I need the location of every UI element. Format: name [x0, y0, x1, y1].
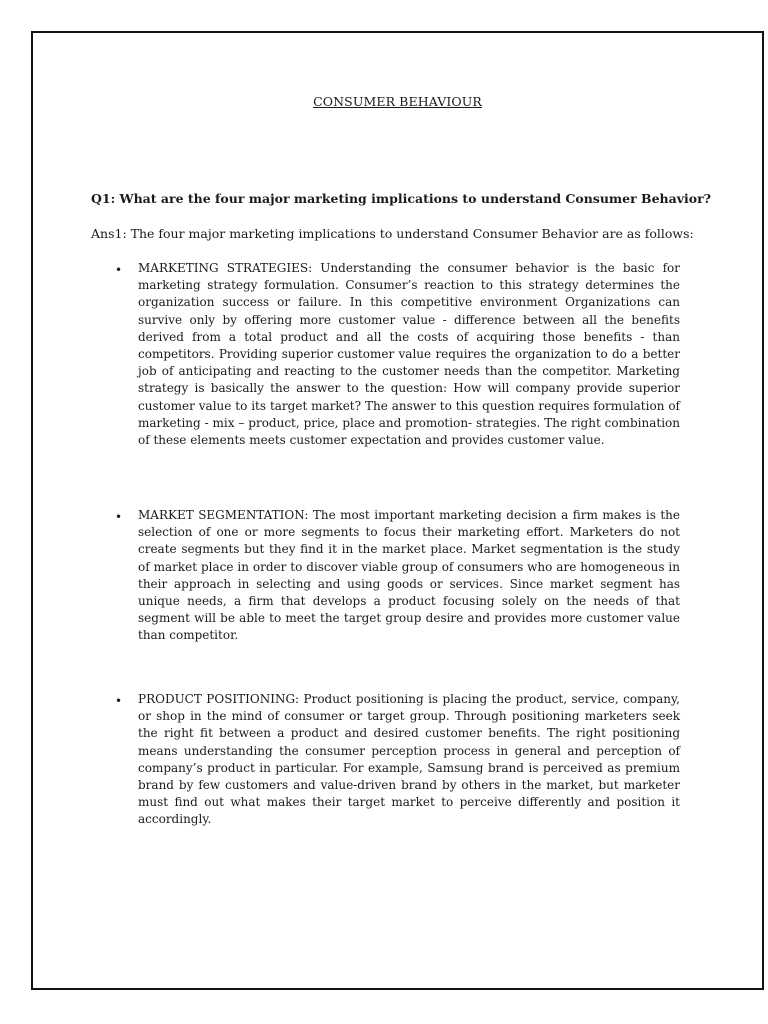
bullet-icon: •	[115, 263, 123, 277]
question-heading: Q1: What are the four major marketing implications to understand Consumer Behavior?	[91, 191, 712, 206]
document-page	[31, 31, 764, 990]
list-item-market-segmentation: MARKET SEGMENTATION: The most important marketing decision a firm makes is the selection of one or more segments to focus their marketing effort. Marketers do not create segments but they find it in the market place. Market segmentation is the study of market place in order to discover viable group of consumers who are homogeneous in their approach in selecting and using goods or services. Since market segment has unique needs, a firm that develops a product focusing solely on the needs of that segment will be able to meet the target group desire and provides more customer value than competitor.	[138, 508, 680, 643]
bullet-icon: •	[115, 694, 123, 708]
list-item-marketing-strategies: MARKETING STRATEGIES: Understanding the consumer behavior is the basic for marketing strategy formulation. Consumer’s reaction to this strategy determines the organization success or failure. In this competitive environment Organizations can survive only by offering more customer value - difference between all the benefits derived from a total product and all the costs of acquiring those benefits - than competitors. Providing superior customer value requires the organization to do a better job of anticipating and reacting to the customer needs than the competitor. Marketing strategy is basically the answer to the question: How will company provide superior customer value to its target market? The answer to this question requires formulation of marketing - mix – product, price, place and promotion- strategies. The right combination of these elements meets customer expectation and provides customer value.	[138, 261, 680, 448]
list-item-product-positioning: PRODUCT POSITIONING: Product positioning is placing the product, service, company, or shop in the mind of consumer or target group. Through positioning marketers seek the right fit between a product and desired customer benefits. The right positioning means understanding the consumer perception process in general and perception of company’s product in particular. For example, Samsung brand is perceived as premium brand by few customers and value-driven brand by others in the market, but marketer must find out what makes their target market to perceive differently and position it accordingly.	[138, 692, 680, 827]
answer-intro: Ans1: The four major marketing implications to understand Consumer Behavior are as follows:	[91, 226, 694, 241]
bullet-icon: •	[115, 510, 123, 524]
document-title: CONSUMER BEHAVIOUR	[313, 94, 482, 109]
